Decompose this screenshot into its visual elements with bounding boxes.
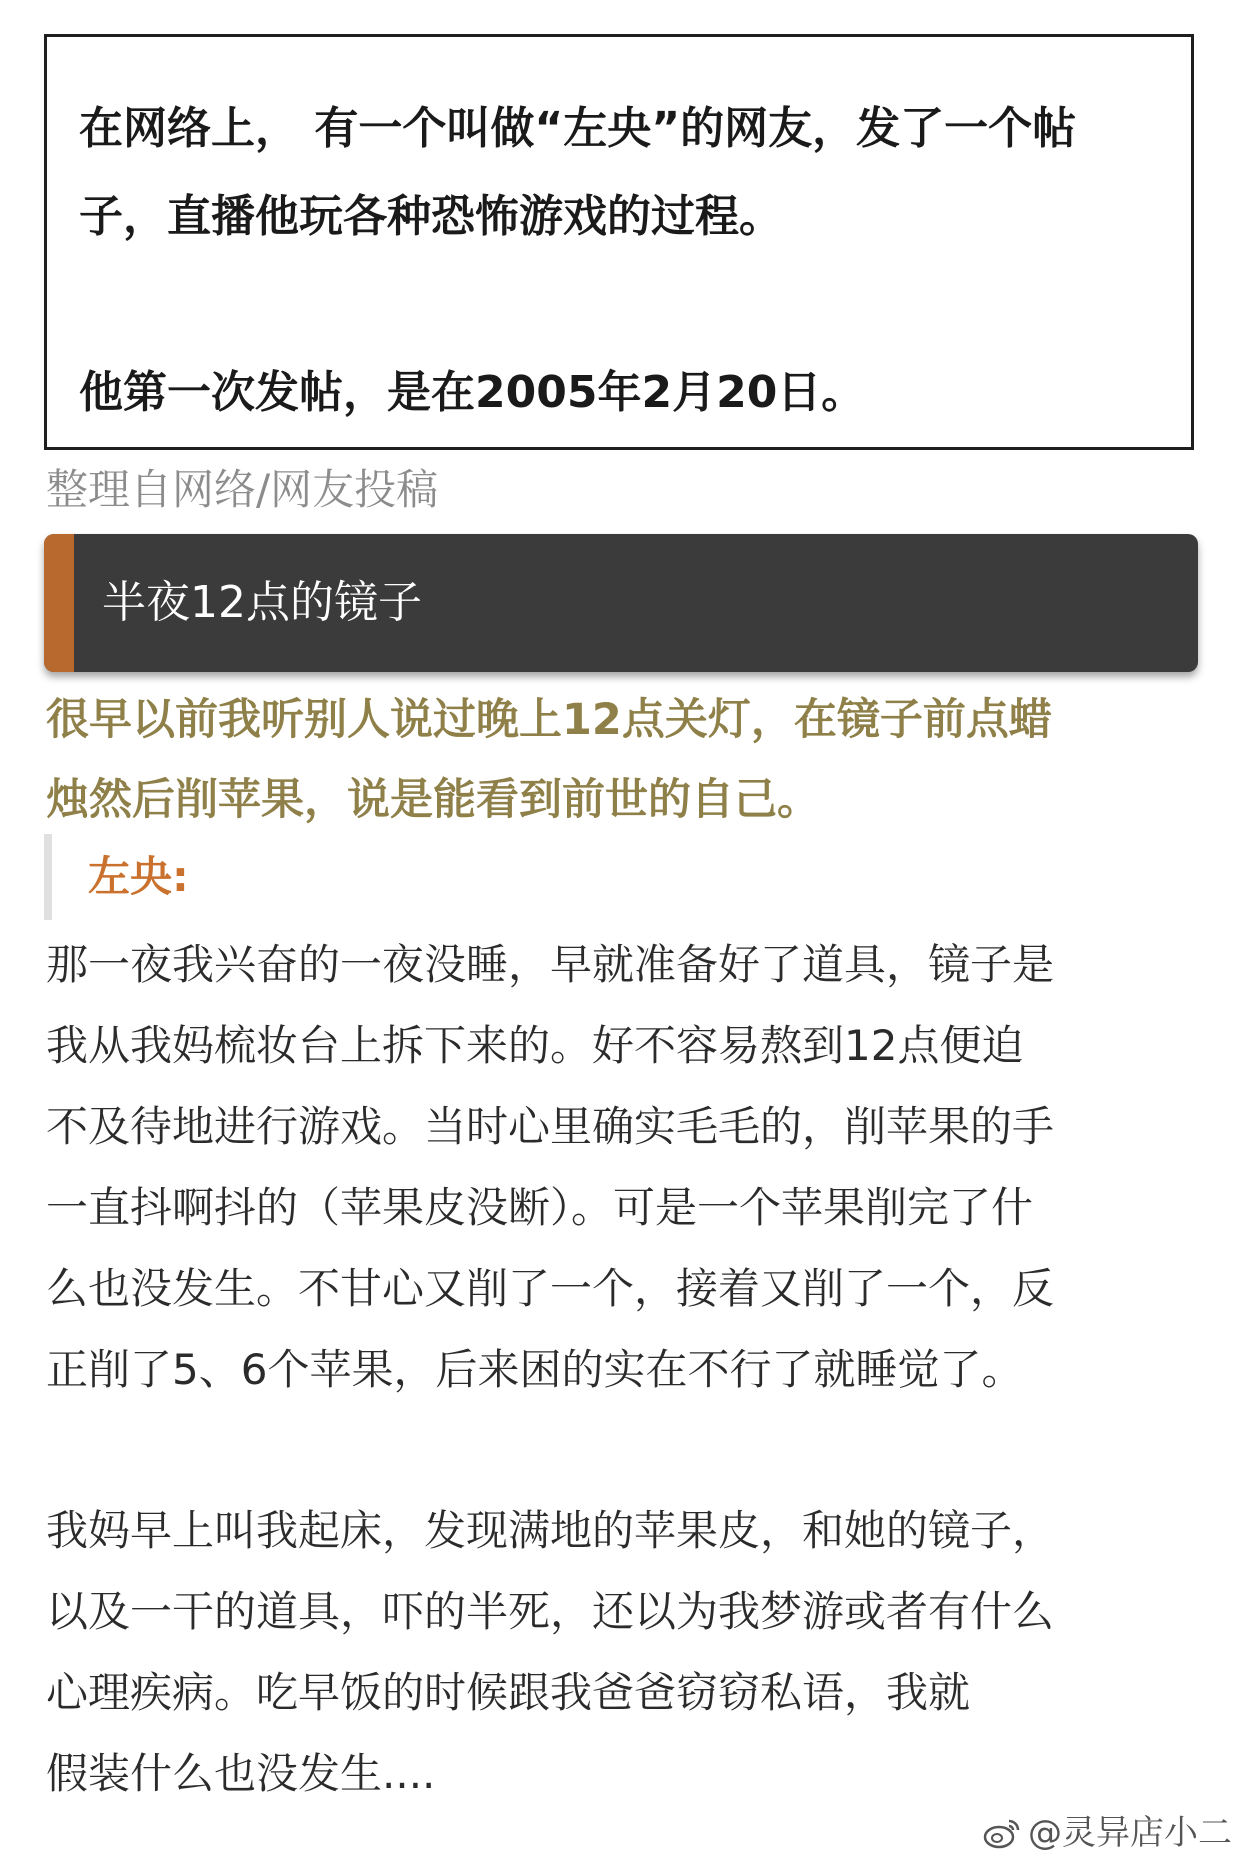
lead-line: 很早以前我听别人说过晚上12点关灯，在镜子前点蜡: [46, 695, 1052, 745]
lead-line: 烛然后削苹果，说是能看到前世的自己。: [46, 775, 820, 825]
watermark: [982, 1808, 1232, 1858]
intro-box: [44, 34, 1194, 450]
source-note: 整理自网络/网友投稿: [46, 465, 439, 514]
paragraph-line: 正削了5、6个苹果，后来困的实在不行了就睡觉了。: [46, 1345, 1024, 1394]
intro-spacer: [79, 261, 1159, 349]
paragraph-line: 心理疾病。吃早饭的时候跟我爸爸窃窃私语，我就: [46, 1668, 971, 1717]
section-header: [44, 534, 1198, 672]
paragraph-line: 那一夜我兴奋的一夜没睡，早就准备好了道具，镜子是: [46, 940, 1055, 989]
lead-text: [46, 680, 1052, 840]
paragraph-line: 不及待地进行游戏。当时心里确实毛毛的，削苹果的手: [46, 1102, 1055, 1151]
intro-line: 在网络上， 有一个叫做“左央”的网友，发了一个帖: [79, 103, 1077, 154]
intro-line: 他第一次发帖，是在2005年2月20日。: [79, 367, 866, 418]
story-paragraph-1: [46, 924, 1054, 1410]
story-paragraph-2: [46, 1490, 1054, 1814]
section-title: 半夜12点的镜子: [102, 577, 422, 628]
weibo-icon: [982, 1815, 1022, 1851]
paragraph-line: 一直抖啊抖的（苹果皮没断）。可是一个苹果削完了什: [46, 1183, 1034, 1232]
watermark-text: @灵异店小二: [1028, 1813, 1232, 1853]
section-accent-stripe: [44, 534, 74, 672]
paragraph-line: 我从我妈梳妆台上拆下来的。好不容易熬到12点便迫: [46, 1021, 1024, 1070]
intro-line: 子，直播他玩各种恐怖游戏的过程。: [79, 191, 783, 242]
paragraph-line: 以及一干的道具，吓的半死，还以为我梦游或者有什么: [46, 1587, 1055, 1636]
speaker-label: 左央:: [44, 834, 189, 920]
paragraph-line: 么也没发生。不甘心又削了一个，接着又削了一个，反: [46, 1264, 1055, 1313]
paragraph-line: 我妈早上叫我起床，发现满地的苹果皮，和她的镜子，: [46, 1506, 1055, 1555]
paragraph-line: 假装什么也没发生....: [46, 1749, 436, 1798]
